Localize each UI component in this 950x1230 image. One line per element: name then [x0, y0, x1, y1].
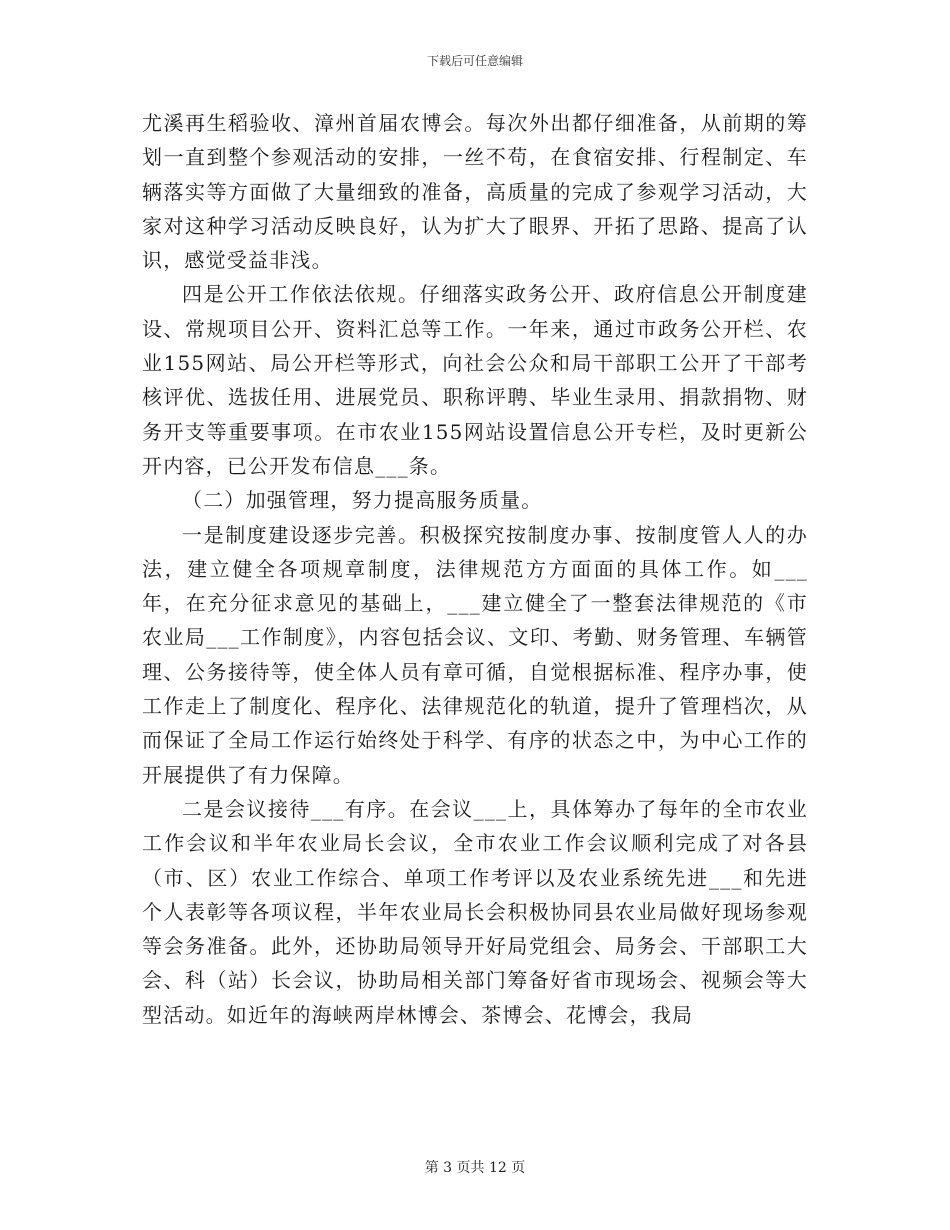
paragraph-meetings: 二是会议接待___有序。在会议___上，具体筹办了每年的全市农业工作会议和半年农业局长会议，全市农业工作会议顺利完成了对各县（市、区）农业工作综合、单项工作考评以及农业系统先进___和先进个人表彰等各项议程，半年农业局长会积极协同县农业局做好现场参观等会务准备。此外，还协助局领导开好局党组会、局务会、干部职工大会、科（站）长会议，协助局相关部门筹备好省市现场会、视频会等大型活动。如近年的海峡两岸林博会、茶博会、花博会，我局: [142, 796, 808, 1027]
paragraph-regulations: 一是制度建设逐步完善。积极探究按制度办事、按制度管人人的办法，建立健全各项规章制度，法律规范方方面面的具体工作。如___年，在充分征求意见的基础上，___建立健全了一整套法律规范的《市农业局___工作制度》，内容包括会议、文印、考勤、财务管理、车辆管理、公务接待等，使全体人员有章可循，自觉根据标准、程序办事，使工作走上了制度化、程序化、法律规范化的轨道，提升了管理档次，从而保证了全局工作运行始终处于科学、有序的状态之中，为中心工作的开展提供了有力保障。: [142, 522, 808, 787]
page-footer: 第 3 页共 12 页: [424, 1160, 526, 1176]
document-body: [142, 106, 808, 1032]
section-heading: （二）加强管理，努力提高服务质量。: [182, 488, 543, 513]
paragraph-continuation: 尤溪再生稻验收、漳州首届农博会。每次外出都仔细准备，从前期的筹划一直到整个参观活动的安排，一丝不苟，在食宿安排、行程制定、车辆落实等方面做了大量细致的准备，高质量的完成了参观学习活动，大家对这种学习活动反映良好，认为扩大了眼界、开拓了思路、提高了认识，感觉受益非浅。: [142, 111, 808, 273]
paragraph-disclosure: 四是公开工作依法依规。仔细落实政务公开、政府信息公开制度建设、常规项目公开、资料汇总等工作。一年来，通过市政务公开栏、农业155网站、局公开栏等形式，向社会公众和局干部职工公开了干部考核评优、选拔任用、进展党员、职称评聘、毕业生录用、捐款捐物、财务开支等重要事项。在市农业155网站设置信息公开专栏，及时更新公开内容，已公开发布信息___条。: [142, 282, 808, 478]
page-header: 下载后可任意编辑: [426, 54, 523, 68]
